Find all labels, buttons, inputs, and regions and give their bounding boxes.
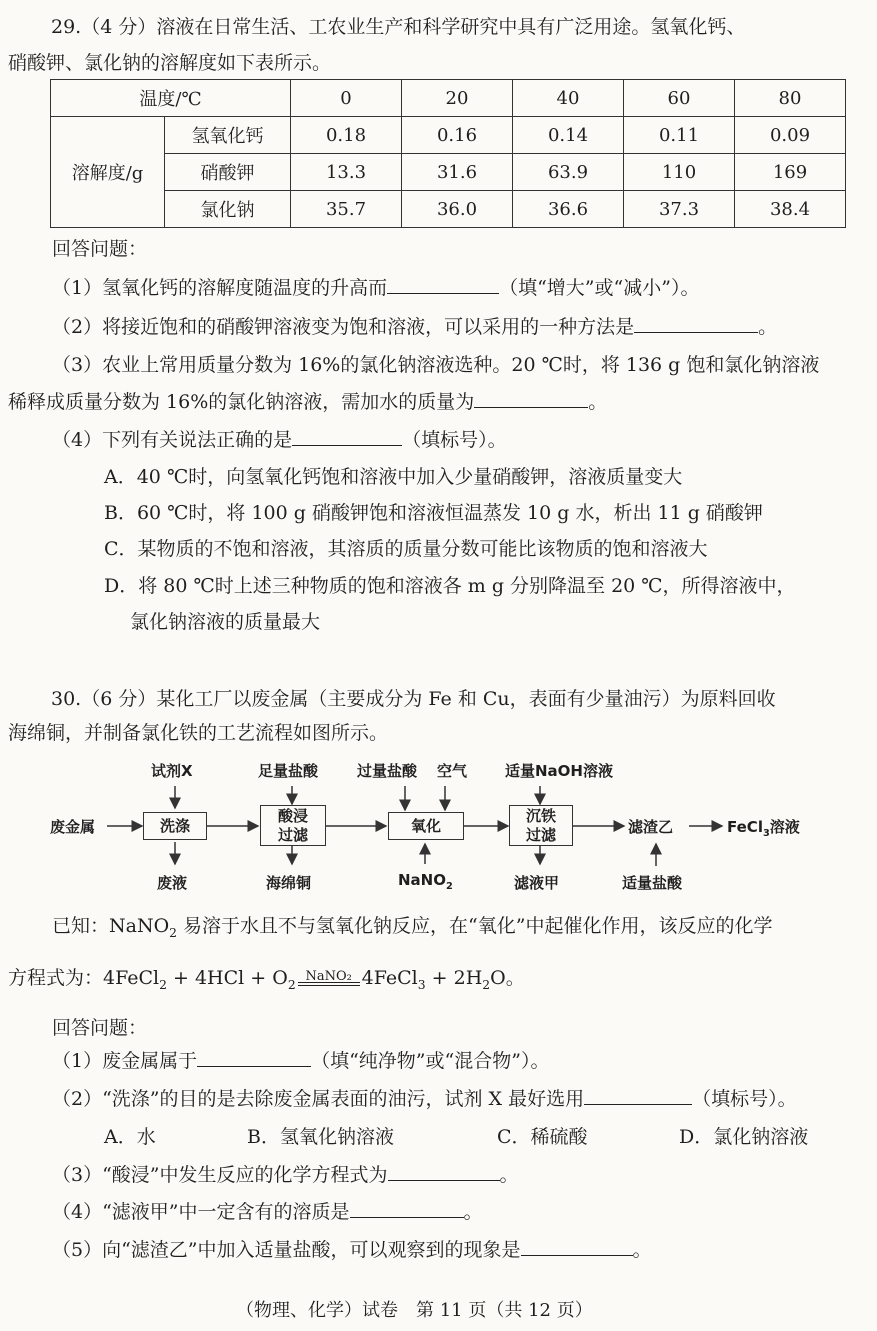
equation-left: + 4HCl + O — [166, 967, 288, 989]
q29-part2-text: （2）将接近饱和的硝酸钾溶液变为饱和溶液，可以采用的一种方法是 — [52, 316, 635, 338]
option-c: C．某物质的不饱和溶液，其溶质的质量分数可能比该物质的饱和溶液大 — [104, 538, 708, 560]
q30-part3 — [52, 1160, 519, 1187]
q30-known-line — [52, 911, 772, 940]
answer-blank[interactable] — [197, 1048, 311, 1067]
answer-blank[interactable] — [584, 1086, 692, 1105]
q30-equation: 方程式为：4FeCl$_2$ + $4HCl + O_2$ NaNO₂ 4FeCl$_3$ + $2H_2O$。 — [8, 967, 525, 992]
flow-step-precipitate-iron — [509, 805, 573, 846]
q29-part3-line1: （3）农业上常用质量分数为 16%的氯化钠溶液选种。20 ℃时，将 136 g 饱和氯化钠溶液 — [52, 354, 820, 376]
option-d-line2: 氯化钠溶液的质量最大 — [130, 611, 321, 633]
value-cell: 0.18 — [291, 117, 402, 154]
q30-answer-prompt: 回答问题： — [52, 1017, 148, 1039]
q30-intro-line2: 海绵铜，并制备氯化铁的工艺流程如图所示。 — [8, 722, 389, 744]
value-cell: 36.0 — [402, 191, 513, 228]
equation-prefix: 方程式为：4FeCl — [8, 967, 160, 989]
flow-reagent-x: 试剂X — [151, 762, 193, 780]
q29-answer-prompt: 回答问题： — [52, 238, 148, 260]
q30-known-prefix: 已知：NaNO — [52, 915, 170, 937]
q29-part4-hint: （填标号）。 — [402, 429, 507, 451]
flow-waste-liquid: 废液 — [157, 874, 188, 892]
q29-part2-end: 。 — [758, 316, 778, 338]
value-cell: 13.3 — [291, 154, 402, 191]
q29-part4 — [52, 425, 507, 452]
flow-step-acid-leach-line1: 酸浸 — [277, 807, 308, 825]
q30-part5 — [52, 1235, 652, 1262]
answer-blank[interactable] — [387, 275, 499, 294]
temp-header-cell: 温度/℃ — [51, 80, 291, 117]
equation-right-rest: + 2H — [425, 967, 483, 989]
flow-step-wash: 洗涤 — [143, 812, 207, 840]
temp-cell: 40 — [513, 80, 624, 117]
value-cell: 0.16 — [402, 117, 513, 154]
flow-acid-excess: 过量盐酸 — [357, 762, 418, 780]
value-cell: 36.6 — [513, 191, 624, 228]
answer-blank[interactable] — [388, 1162, 500, 1181]
temp-cell: 20 — [402, 80, 513, 117]
q30-part5-text: （5）向“滤渣乙”中加入适量盐酸，可以观察到的现象是 — [52, 1239, 521, 1261]
q30-part3-text: （3）“酸浸”中发生反应的化学方程式为 — [52, 1164, 388, 1186]
value-cell: 0.09 — [735, 117, 846, 154]
q30-part1-text: （1）废金属属于 — [52, 1050, 198, 1072]
choice-a: A．水 — [104, 1126, 156, 1148]
flow-step-acid-leach-line2: 过滤 — [277, 826, 308, 844]
q29-part3-text: 稀释成质量分数为 16%的氯化钠溶液，需加水的质量为 — [8, 391, 475, 413]
q30-part4-text: （4）“滤液甲”中一定含有的溶质是 — [52, 1201, 350, 1223]
solubility-group-label: 溶解度/g — [51, 117, 165, 228]
flow-product-formula: FeCl — [727, 818, 763, 836]
value-cell: 110 — [624, 154, 735, 191]
flow-step-oxidize: 氧化 — [388, 812, 464, 840]
flow-product-fecl3 — [727, 816, 800, 839]
substance-cell: 硝酸钾 — [165, 154, 291, 191]
answer-blank[interactable] — [634, 314, 758, 333]
choice-c: C．稀硫酸 — [497, 1126, 588, 1148]
q29-part4-text: （4）下列有关说法正确的是 — [52, 429, 293, 451]
table-row — [51, 80, 846, 117]
answer-blank[interactable] — [474, 389, 588, 408]
value-cell: 0.11 — [624, 117, 735, 154]
q30-part4-end: 。 — [463, 1201, 483, 1223]
flow-air: 空气 — [437, 762, 468, 780]
flow-residue-b: 滤渣乙 — [628, 818, 674, 836]
flow-sodium-nitrite-subscript: 2 — [445, 881, 453, 892]
q30-part4 — [52, 1197, 483, 1224]
q29-part3-line2 — [8, 387, 607, 414]
q30-part5-end: 。 — [632, 1239, 652, 1261]
equation-catalyst: NaNO₂ — [305, 969, 352, 984]
q30-part2-text: （2）“洗涤”的目的是去除废金属表面的油污，试剂 X 最好选用 — [52, 1088, 585, 1110]
q29-part3-end: 。 — [588, 391, 608, 413]
value-cell: 37.3 — [624, 191, 735, 228]
table-row — [51, 191, 846, 228]
temp-cell: 0 — [291, 80, 402, 117]
flow-step-precipitate-line2: 过滤 — [525, 826, 556, 844]
table-row — [51, 117, 846, 154]
equation-end: O。 — [490, 967, 525, 989]
flow-input-waste-metal: 废金属 — [50, 818, 96, 836]
q30-part2 — [52, 1084, 797, 1111]
q30-part3-end: 。 — [499, 1164, 519, 1186]
table-row — [51, 154, 846, 191]
value-cell: 63.9 — [513, 154, 624, 191]
q29-part1 — [52, 273, 699, 300]
value-cell: 31.6 — [402, 154, 513, 191]
q29-intro-line1: 29.（4 分）溶液在日常生活、工农业生产和科学研究中具有广泛用途。氢氧化钙、 — [51, 16, 746, 38]
flow-product-subscript: 3 — [762, 828, 770, 839]
substance-cell: 氢氧化钙 — [165, 117, 291, 154]
temp-cell: 60 — [624, 80, 735, 117]
flow-acid-sufficient: 足量盐酸 — [258, 762, 319, 780]
choice-b: B．氢氧化钠溶液 — [247, 1126, 394, 1148]
temp-cell: 80 — [735, 80, 846, 117]
q30-part1 — [52, 1046, 549, 1073]
flow-sponge-copper: 海绵铜 — [266, 874, 312, 892]
option-a: A．40 ℃时，向氢氧化钙饱和溶液中加入少量硝酸钾，溶液质量变大 — [104, 466, 683, 488]
equation-right: 4FeCl — [361, 967, 418, 989]
q29-intro-line2: 硝酸钾、氯化钠的溶解度如下表所示。 — [8, 52, 332, 74]
equation-equals-sign — [298, 982, 360, 986]
flow-step-acid-leach — [260, 805, 326, 846]
solubility-table — [50, 79, 846, 228]
value-cell: 35.7 — [291, 191, 402, 228]
flow-sodium-nitrite-formula: NaNO — [398, 871, 446, 889]
substance-cell: 氯化钠 — [165, 191, 291, 228]
q29-part1-hint: （填“增大”或“减小”）。 — [499, 277, 700, 299]
page-footer: （物理、化学）试卷 第 11 页（共 12 页） — [236, 1300, 593, 1321]
flow-filtrate-a: 滤液甲 — [514, 874, 560, 892]
value-cell: 38.4 — [735, 191, 846, 228]
flow-acid-appropriate: 适量盐酸 — [622, 874, 683, 892]
value-cell: 0.14 — [513, 117, 624, 154]
q30-intro-line1: 30.（6 分）某化工厂以废金属（主要成分为 Fe 和 Cu，表面有少量油污）为原料回收 — [51, 688, 776, 710]
answer-blank[interactable] — [521, 1237, 633, 1256]
value-cell: 169 — [735, 154, 846, 191]
answer-blank[interactable] — [292, 427, 402, 446]
q29-part2 — [52, 312, 777, 339]
q30-part2-hint: （填标号）。 — [692, 1088, 797, 1110]
equation-condition — [298, 969, 360, 992]
flow-step-precipitate-line1: 沉铁 — [525, 807, 556, 825]
option-b: B．60 ℃时，将 100 g 硝酸钾饱和溶液恒温蒸发 10 g 水，析出 11 g 硝酸钾 — [104, 502, 763, 524]
option-d-line1: D．将 80 ℃时上述三种物质的饱和溶液各 m g 分别降温至 20 ℃，所得溶液中， — [104, 575, 796, 597]
q29-part1-text: （1）氢氧化钙的溶解度随温度的升高而 — [52, 277, 388, 299]
q30-part1-hint: （填“纯净物”或“混合物”）。 — [311, 1050, 550, 1072]
q30-known-subscript: 2 — [169, 925, 178, 940]
flow-product-tail: 溶液 — [769, 818, 800, 836]
choice-d: D．氯化钠溶液 — [679, 1126, 809, 1148]
flow-sodium-nitrite — [398, 871, 453, 892]
flow-naoh-solution: 适量NaOH溶液 — [505, 762, 613, 780]
answer-blank[interactable] — [350, 1199, 464, 1218]
q30-known-text: 易溶于水且不与氢氧化钠反应，在“氧化”中起催化作用，该反应的化学 — [177, 915, 773, 937]
